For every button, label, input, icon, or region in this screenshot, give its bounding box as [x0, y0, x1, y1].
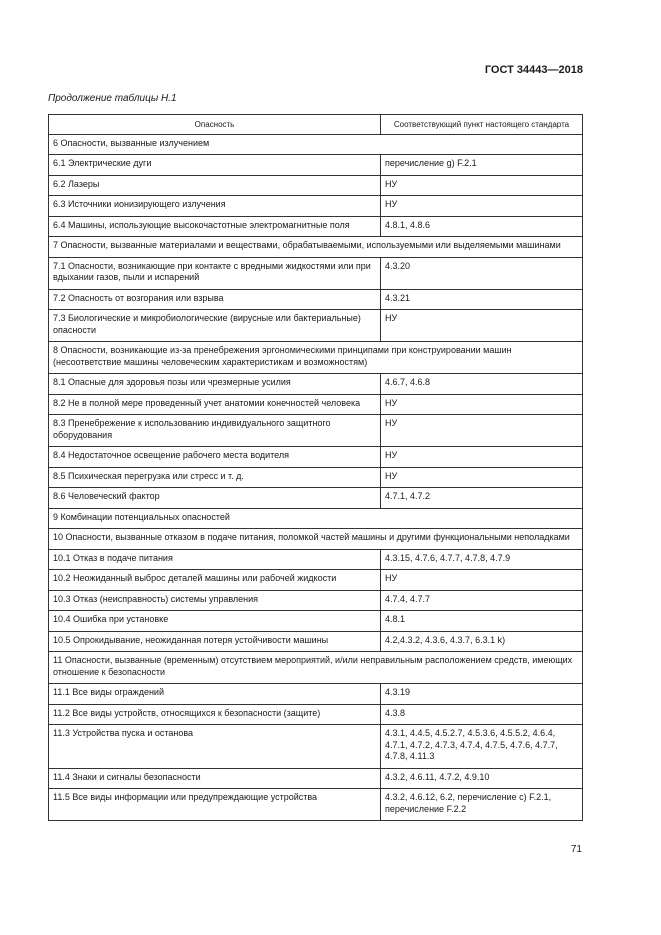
hazard-table — [48, 114, 583, 821]
table-row — [49, 175, 583, 196]
clause-cell: 4.3.8 — [381, 704, 583, 725]
clause-cell: НУ — [381, 196, 583, 217]
table-row — [49, 310, 583, 342]
table-row — [49, 257, 583, 289]
standard-designation: ГОСТ 34443—2018 — [484, 64, 583, 76]
table-row — [49, 394, 583, 415]
table-row — [49, 611, 583, 632]
clause-cell: НУ — [381, 467, 583, 488]
table-row — [49, 374, 583, 395]
clause-cell: 4.8.1 — [381, 611, 583, 632]
section-row — [49, 529, 583, 550]
hazard-cell: 10.1 Отказ в подаче питания — [49, 549, 381, 570]
column-header-hazard: Опасность — [49, 115, 381, 135]
table-row — [49, 768, 583, 789]
section-title: 7 Опасности, вызванные материалами и веществами, обрабатываемыми, используемыми или выделяемыми машинами — [49, 237, 583, 258]
clause-cell: НУ — [381, 447, 583, 468]
clause-cell: НУ — [381, 394, 583, 415]
clause-cell: 4.3.21 — [381, 289, 583, 310]
clause-cell: НУ — [381, 415, 583, 447]
table-row — [49, 590, 583, 611]
section-title: 8 Опасности, возникающие из-за пренебрежения эргономическими принципами при конструировании машин (несоответствие машины человеческим характеристикам и возможностям) — [49, 342, 583, 374]
table-row — [49, 704, 583, 725]
hazard-cell: 10.5 Опрокидывание, неожиданная потеря устойчивости машины — [49, 631, 381, 652]
table-row — [49, 155, 583, 176]
hazard-cell: 10.3 Отказ (неисправность) системы управления — [49, 590, 381, 611]
table-row — [49, 684, 583, 705]
clause-cell: 4.8.1, 4.8.6 — [381, 216, 583, 237]
table-header-row — [49, 115, 583, 135]
section-row — [49, 508, 583, 529]
table-row — [49, 467, 583, 488]
table-row — [49, 549, 583, 570]
hazard-cell: 11.4 Знаки и сигналы безопасности — [49, 768, 381, 789]
table-row — [49, 631, 583, 652]
hazard-cell: 10.4 Ошибка при установке — [49, 611, 381, 632]
hazard-cell: 8.3 Пренебрежение к использованию индивидуального защитного оборудования — [49, 415, 381, 447]
clause-cell: 4.3.2, 4.6.11, 4.7.2, 4.9.10 — [381, 768, 583, 789]
hazard-cell: 8.5 Психическая перегрузка или стресс и т. д. — [49, 467, 381, 488]
clause-cell: 4.7.4, 4.7.7 — [381, 590, 583, 611]
hazard-cell: 8.2 Не в полной мере проведенный учет анатомии конечностей человека — [49, 394, 381, 415]
hazard-cell: 6.2 Лазеры — [49, 175, 381, 196]
section-row — [49, 134, 583, 155]
hazard-cell: 11.2 Все виды устройств, относящихся к безопасности (защите) — [49, 704, 381, 725]
table-row — [49, 196, 583, 217]
hazard-cell: 8.1 Опасные для здоровья позы или чрезмерные усилия — [49, 374, 381, 395]
clause-cell: 4.2,4.3.2, 4.3.6, 4.3.7, 6.3.1 k) — [381, 631, 583, 652]
hazard-cell: 8.6 Человеческий фактор — [49, 488, 381, 509]
hazard-cell: 8.4 Недостаточное освещение рабочего места водителя — [49, 447, 381, 468]
table-row — [49, 415, 583, 447]
clause-cell: 4.3.20 — [381, 257, 583, 289]
clause-cell: НУ — [381, 310, 583, 342]
section-title: 11 Опасности, вызванные (временным) отсутствием мероприятий, и/или неправильным расположением средств, имеющих отношение к безопасности — [49, 652, 583, 684]
section-title: 10 Опасности, вызванные отказом в подаче питания, поломкой частей машины и другими функциональными неполадками — [49, 529, 583, 550]
section-row — [49, 237, 583, 258]
clause-cell: перечисление g) F.2.1 — [381, 155, 583, 176]
section-row — [49, 342, 583, 374]
clause-cell: 4.6.7, 4.6.8 — [381, 374, 583, 395]
table-row — [49, 725, 583, 769]
table-row — [49, 488, 583, 509]
hazard-cell: 11.1 Все виды ограждений — [49, 684, 381, 705]
hazard-cell: 11.3 Устройства пуска и останова — [49, 725, 381, 769]
clause-cell: 4.3.1, 4.4.5, 4.5.2.7, 4.5.3.6, 4.5.5.2, 4.6.4, 4.7.1, 4.7.2, 4.7.3, 4.7.4, 4.7.5, 4.7.6, 4.7.7, 4.7.8, 4.11.3 — [381, 725, 583, 769]
table-row — [49, 570, 583, 591]
clause-cell: 4.3.2, 4.6.12, 6.2, перечисление с) F.2.1, перечисление F.2.2 — [381, 789, 583, 821]
table-row — [49, 447, 583, 468]
clause-cell: НУ — [381, 570, 583, 591]
hazard-cell: 6.4 Машины, использующие высокочастотные электромагнитные поля — [49, 216, 381, 237]
table-row — [49, 216, 583, 237]
section-row — [49, 652, 583, 684]
table-row — [49, 789, 583, 821]
table-caption: Продолжение таблицы Н.1 — [48, 93, 177, 104]
hazard-cell: 11.5 Все виды информации или предупреждающие устройства — [49, 789, 381, 821]
clause-cell: НУ — [381, 175, 583, 196]
clause-cell: 4.3.15, 4.7.6, 4.7.7, 4.7.8, 4.7.9 — [381, 549, 583, 570]
table-row — [49, 289, 583, 310]
hazard-cell: 6.3 Источники ионизирующего излучения — [49, 196, 381, 217]
page-number: 71 — [570, 844, 582, 855]
hazard-cell: 7.2 Опасность от возгорания или взрыва — [49, 289, 381, 310]
clause-cell: 4.3.19 — [381, 684, 583, 705]
hazard-cell: 7.1 Опасности, возникающие при контакте с вредными жидкостями или при вдыхании газов, пыли и испарений — [49, 257, 381, 289]
hazard-cell: 6.1 Электрические дуги — [49, 155, 381, 176]
section-title: 9 Комбинации потенциальных опасностей — [49, 508, 583, 529]
clause-cell: 4.7.1, 4.7.2 — [381, 488, 583, 509]
hazard-cell: 7.3 Биологические и микробиологические (вирусные или бактериальные) опасности — [49, 310, 381, 342]
hazard-cell: 10.2 Неожиданный выброс деталей машины или рабочей жидкости — [49, 570, 381, 591]
column-header-clause: Соответствующий пункт настоящего стандарта — [381, 115, 583, 135]
section-title: 6 Опасности, вызванные излучением — [49, 134, 583, 155]
